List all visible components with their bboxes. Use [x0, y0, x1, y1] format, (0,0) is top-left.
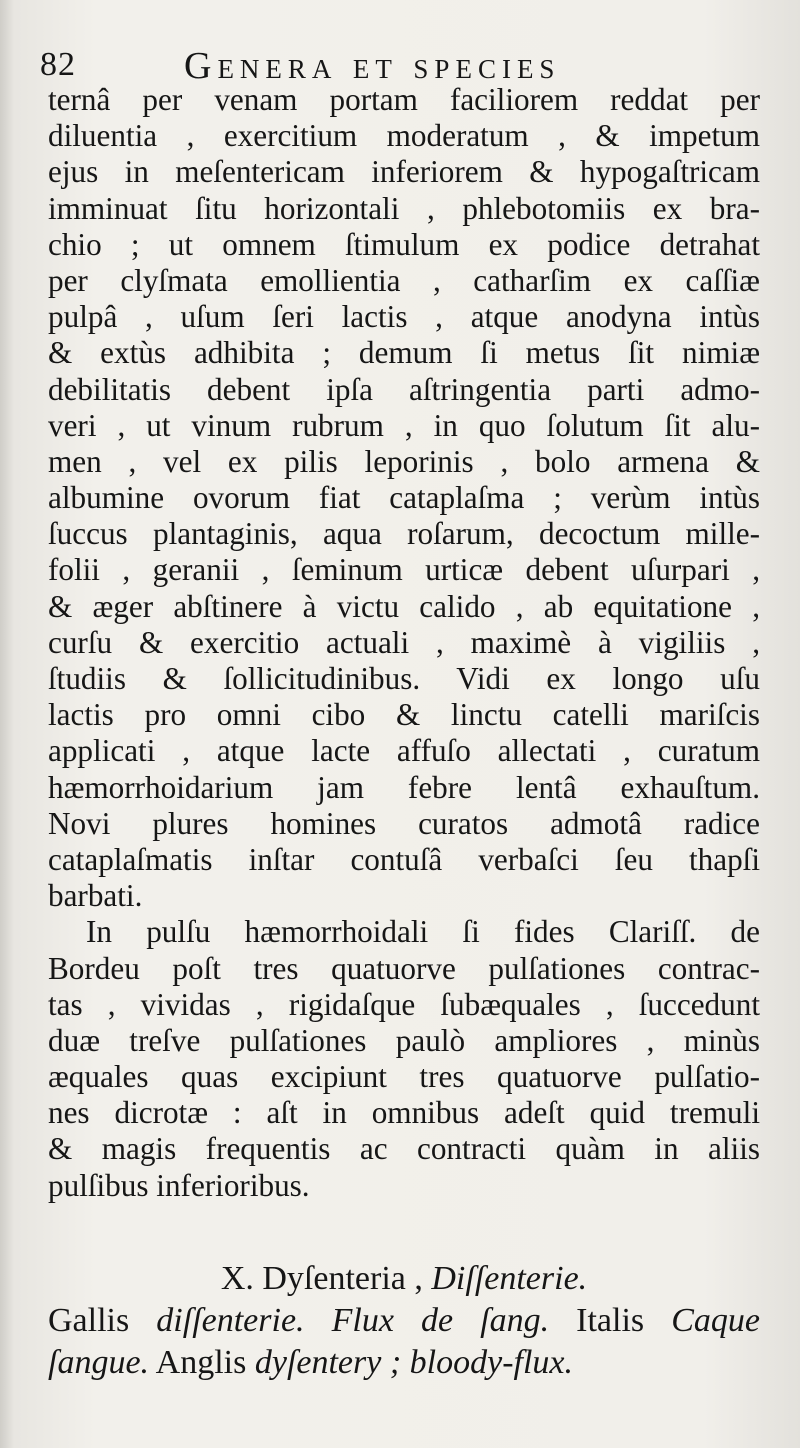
text-line: chio ; ut omnem ſtimulum ex podice detrahat [48, 226, 760, 262]
section-heading [48, 1258, 760, 1300]
synonym-lang-label: Italis [549, 1302, 672, 1339]
section-heading-block [48, 1258, 760, 1384]
section-heading-text: X. Dyſenteria , [220, 1260, 432, 1297]
text-line: cataplaſmatis inſtar contuſâ verbaſci ſeu thapſi [48, 841, 760, 877]
synonym-term: dyſentery ; bloody-flux. [254, 1344, 574, 1381]
text-line: applicati , atque lacte affuſo allectati , curatum [48, 733, 760, 769]
text-line: hæmorrhoidarium jam febre lentâ exhauſtum. [48, 769, 760, 805]
text-line: pulpâ , uſum ſeri lactis , atque anodyna intùs [48, 299, 760, 335]
text-line: ſtudiis & ſollicitudinibus. Vidi ex longo uſu [48, 661, 760, 696]
section-heading-vernacular: Diſſenterie. [431, 1260, 588, 1297]
text-line: ſuccus plantaginis, aqua roſarum, decoctum mille- [48, 516, 760, 552]
page-gutter-shadow [0, 0, 14, 1448]
text-line: Novi plures homines curatos admotâ radice [48, 805, 760, 841]
synonym-term: diſſenterie. Flux de ſang. [156, 1302, 550, 1339]
text-line: & æger abſtinere à victu calido , ab equitatione , [48, 588, 760, 624]
text-line: curſu & exercitio actuali , maximè à vigiliis , [48, 624, 760, 660]
text-line: imminuat ſitu horizontali , phlebotomiis ex bra- [48, 190, 760, 226]
synonym-line [48, 1300, 760, 1342]
text-line: albumine ovorum fiat cataplaſma ; verùm intùs [48, 480, 760, 516]
text-line: folii , geranii , ſeminum urticæ debent uſurpari , [48, 552, 760, 588]
text-line: per clyſmata emollientia , catharſim ex caſſiæ [48, 262, 760, 298]
text-line: ejus in meſentericam inferiorem & hypogaſtricam [48, 154, 760, 190]
running-head: Genera et species [184, 45, 561, 87]
synonym-line [48, 1342, 760, 1384]
text-line: lactis pro omni cibo & linctu catelli mariſcis [48, 697, 760, 733]
text-line: Bordeu poſt tres quatuorve pulſationes contrac- [48, 950, 760, 986]
text-line: ternâ per venam portam faciliorem reddat per [48, 82, 760, 117]
body-text [48, 82, 760, 1204]
text-line: & extùs adhibita ; demum ſi metus ſit nimiæ [48, 335, 760, 371]
text-line: In pulſu hæmorrhoidali ſi fides Clariſſ. de [86, 914, 760, 950]
text-line: & magis frequentis ac contracti quàm in aliis [48, 1131, 760, 1167]
text-line: veri , ut vinum rubrum , in quo ſolutum ſit alu- [48, 407, 760, 443]
synonym-term: ſangue. [48, 1344, 150, 1381]
text-line: nes dicrotæ : aſt in omnibus adeſt quid tremuli [48, 1095, 760, 1131]
synonym-lang-label: Gallis [48, 1302, 157, 1339]
text-line: diluentia , exercitium moderatum , & impetum [48, 118, 760, 154]
text-line: pulſibus inferioribus. [48, 1167, 310, 1203]
synonym-term: Caque [671, 1302, 761, 1339]
page-number: 82 [40, 46, 76, 83]
text-line: men , vel ex pilis leporinis , bolo armena & [48, 443, 760, 479]
text-line: debilitatis debent ipſa aſtringentia parti admo- [48, 371, 760, 407]
text-line: tas , vividas , rigidaſque ſubæquales , ſuccedunt [48, 986, 760, 1022]
text-line: barbati. [48, 878, 143, 914]
text-line: æquales quas excipiunt tres quatuorve pulſatio- [48, 1059, 760, 1095]
text-line: duæ treſve pulſationes paulò ampliores , minùs [48, 1022, 760, 1058]
synonym-lang-label: Anglis [149, 1344, 255, 1381]
